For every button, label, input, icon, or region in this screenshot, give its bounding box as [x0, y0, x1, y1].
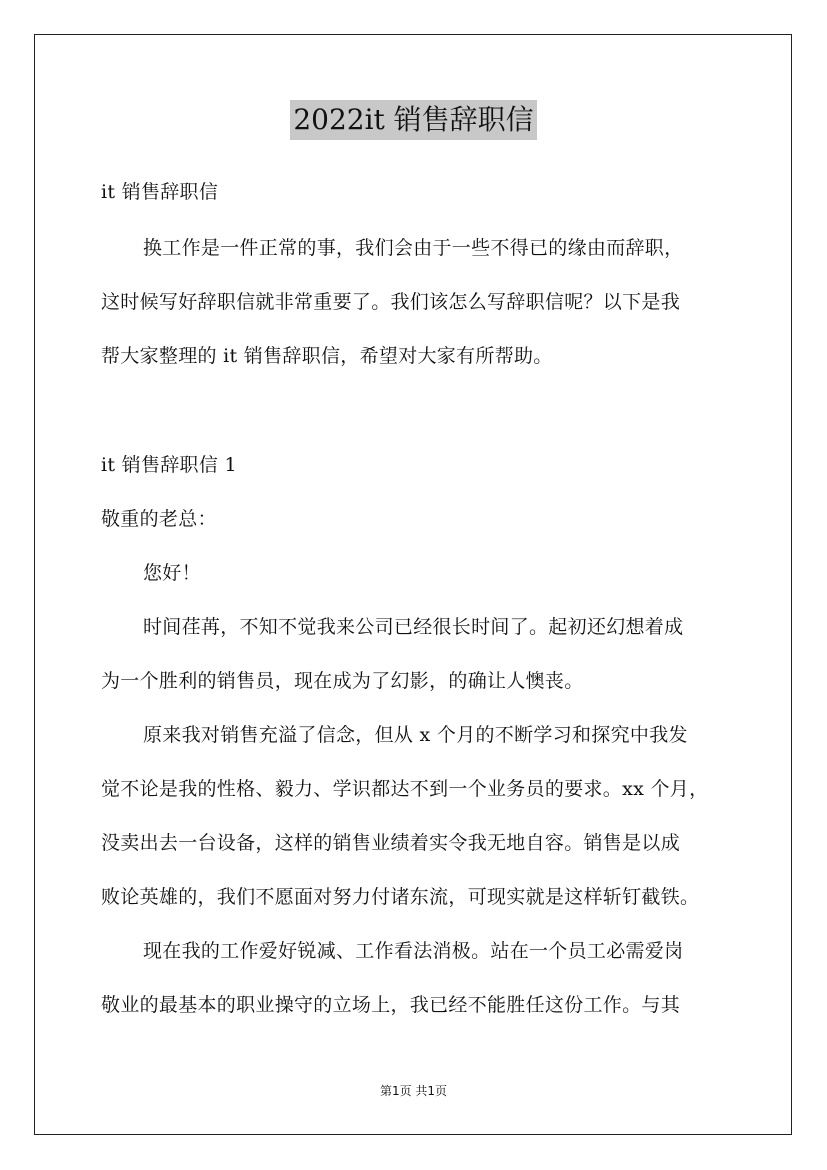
- paragraph-line: 觉不论是我的性格、毅力、学识都达不到一个业务员的要求。xx 个月，: [101, 778, 709, 800]
- paragraph-line: 敬业的最基本的职业操守的立场上，我已经不能胜任这份工作。与其: [101, 994, 681, 1016]
- salutation: 敬重的老总：: [101, 508, 217, 530]
- intro-line: 这时候写好辞职信就非常重要了。我们该怎么写辞职信呢？以下是我: [101, 291, 681, 313]
- intro-heading: it 销售辞职信: [101, 181, 219, 203]
- title-container: [0, 100, 827, 140]
- intro-line: 换工作是一件正常的事，我们会由于一些不得已的缘由而辞职，: [143, 237, 684, 259]
- document-title: 2022it 销售辞职信: [290, 100, 536, 140]
- intro-line: 帮大家整理的 it 销售辞职信，希望对大家有所帮助。: [101, 345, 553, 367]
- paragraph-line: 没卖出去一台设备，这样的销售业绩着实令我无地自容。销售是以成: [101, 832, 681, 854]
- paragraph-line: 原来我对销售充溢了信念，但从 x 个月的不断学习和探究中我发: [143, 724, 688, 746]
- page-footer: 第1页 共1页: [379, 1084, 448, 1098]
- paragraph-line: 现在我的工作爱好锐减、工作看法消极。站在一个员工必需爱岗: [143, 940, 684, 962]
- letter-heading: it 销售辞职信 1: [101, 454, 237, 476]
- paragraph-line: 为一个胜利的销售员，现在成为了幻影，的确让人懊丧。: [101, 670, 584, 692]
- paragraph-line: 败论英雄的，我们不愿面对努力付诸东流，可现实就是这样斩钉截铁。: [101, 886, 700, 908]
- paragraph-line: 时间荏苒，不知不觉我来公司已经很长时间了。起初还幻想着成: [143, 616, 684, 638]
- greeting: 您好！: [143, 562, 201, 584]
